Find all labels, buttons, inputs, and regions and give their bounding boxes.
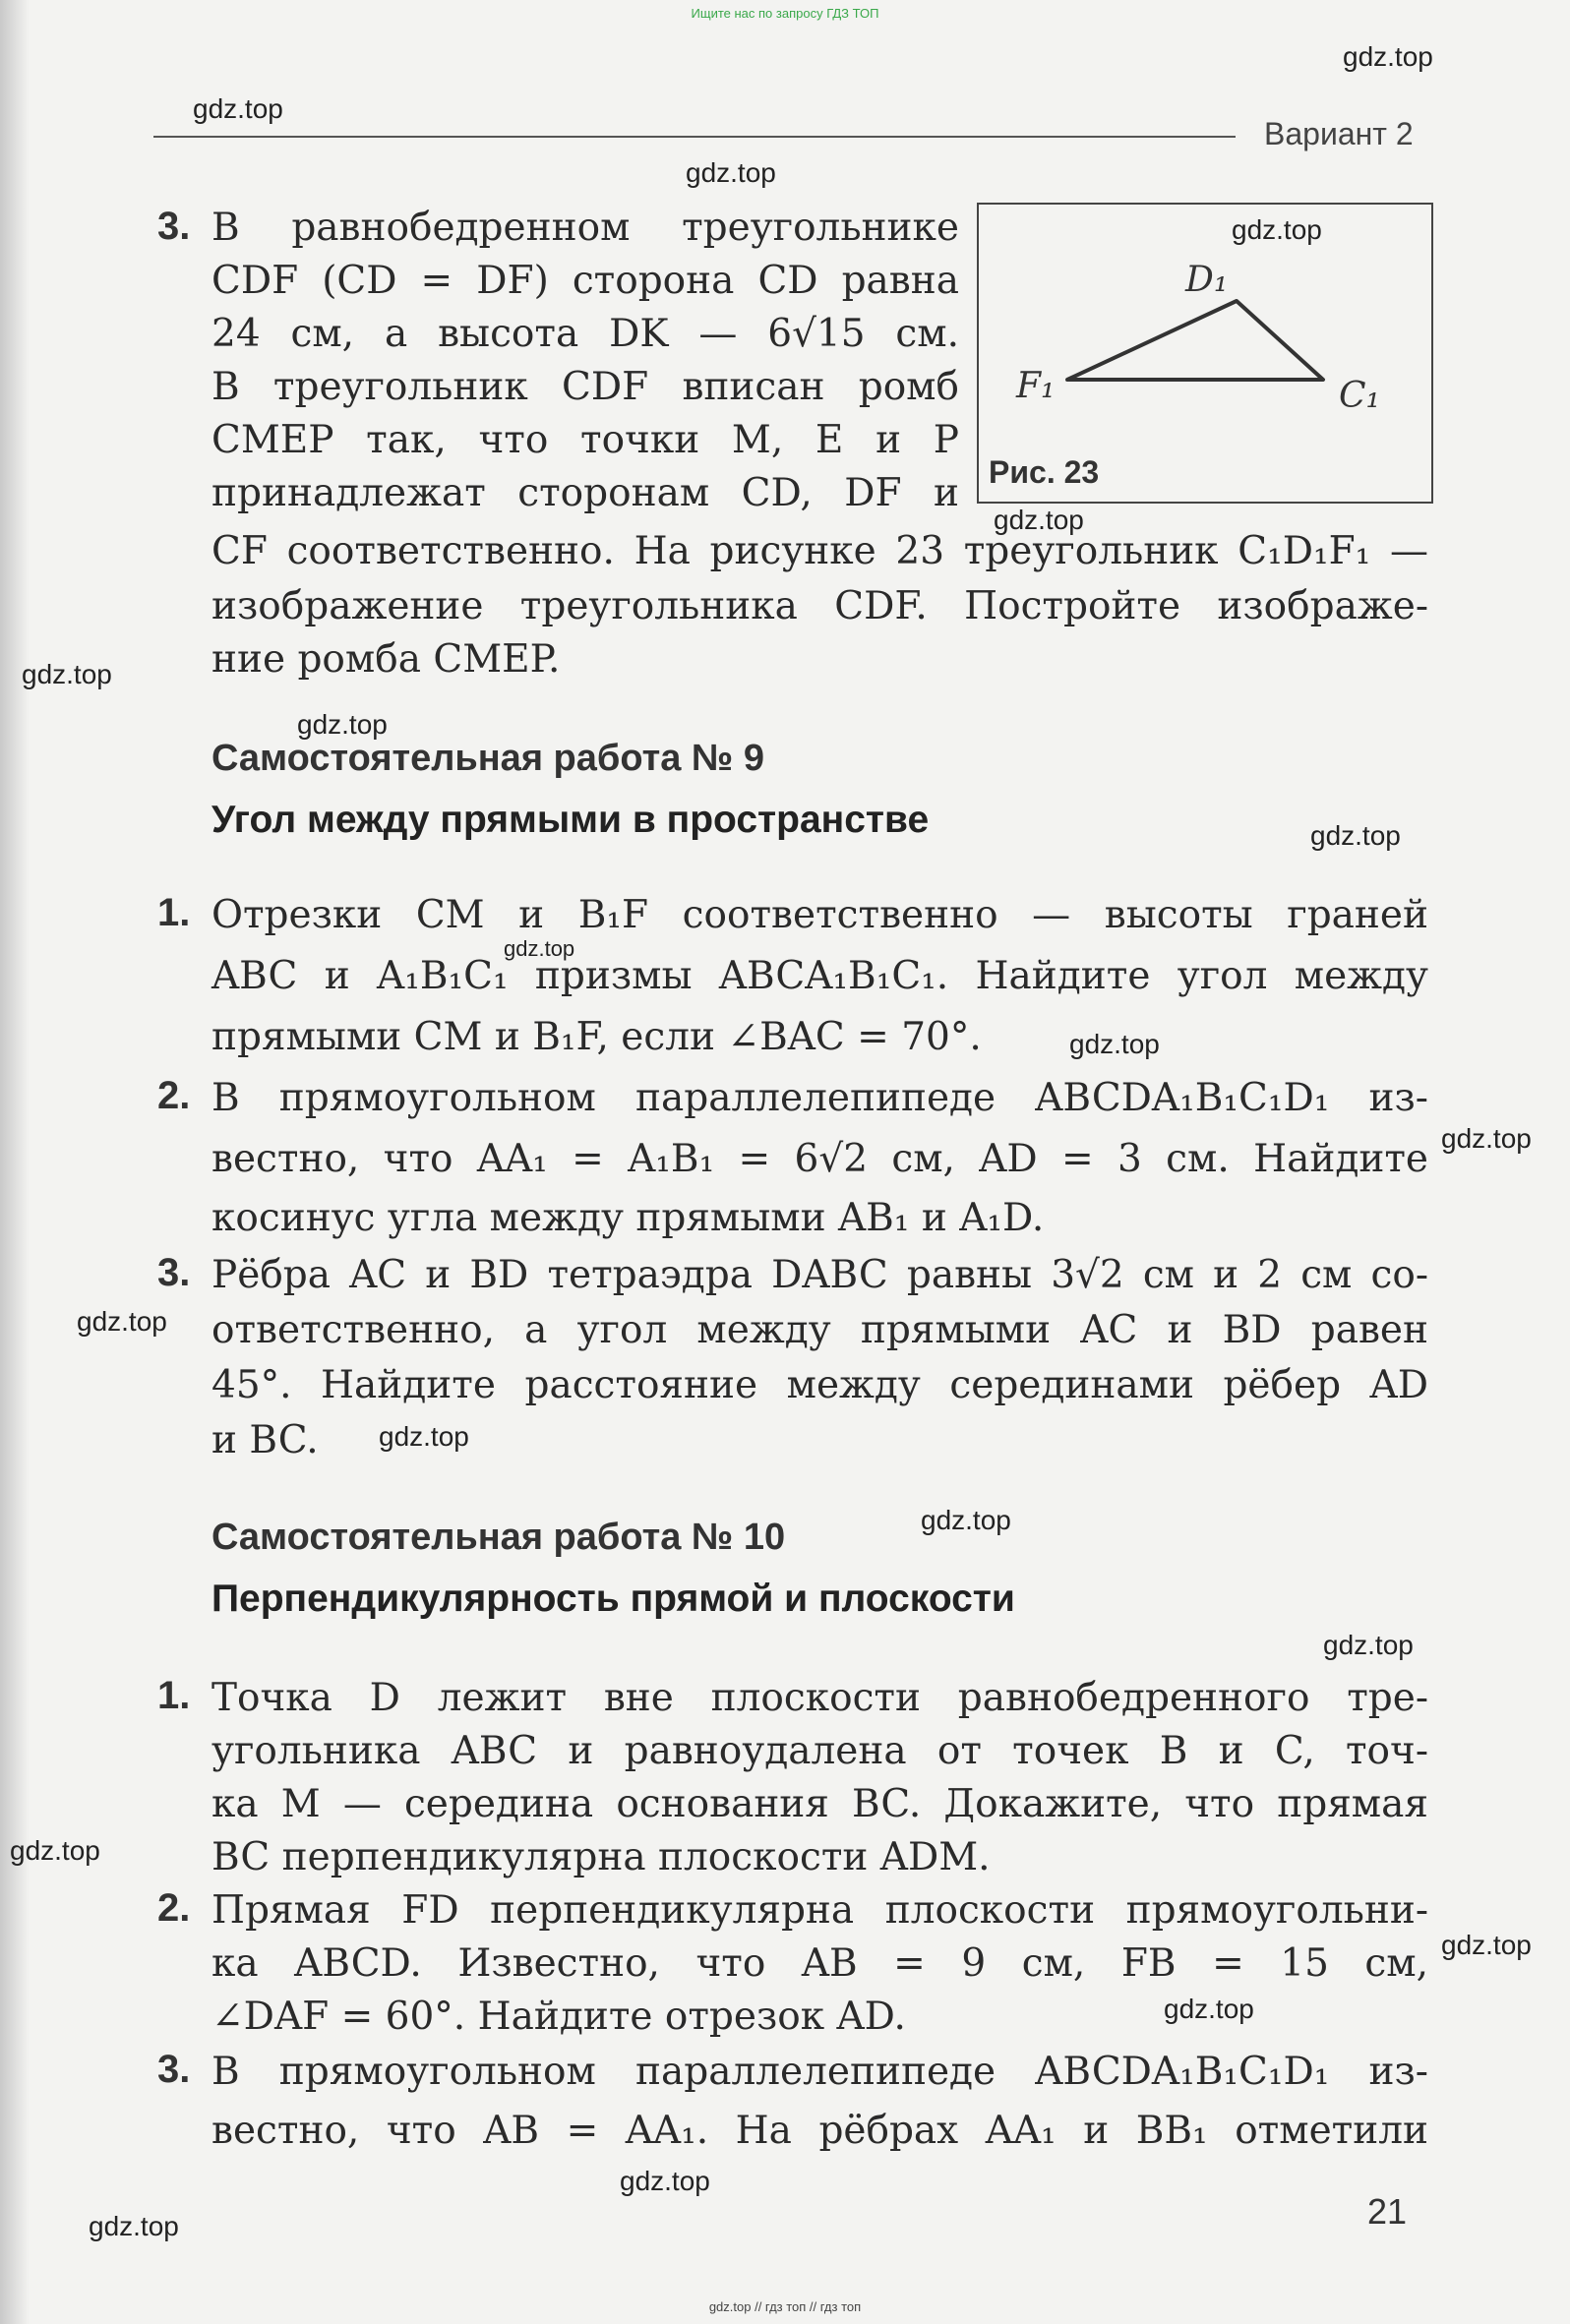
problem-line: ABC и A₁B₁C₁ призмы ABCA₁B₁C₁. Найдите угол между [211, 954, 1428, 998]
problem-line: CF соответственно. На рисунке 23 треугольник C₁D₁F₁ — [211, 529, 1428, 573]
watermark: gdz.top [193, 93, 283, 124]
problem-line: В равнобедренном треугольнике [211, 206, 959, 250]
problem-line: ответственно, а угол между прямыми AC и BD равен [211, 1308, 1428, 1352]
figure-caption: Рис. 23 [989, 454, 1100, 490]
problem-line: CDF (CD = DF) сторона CD равна [211, 259, 959, 303]
problem-line: В прямоугольном параллелепипеде ABCDA₁B₁C₁D₁ из- [211, 2050, 1428, 2094]
watermark: gdz.top [921, 1505, 1011, 1535]
problem-number: 3. [157, 205, 191, 248]
section-9-title: Самостоятельная работа № 9 [211, 738, 764, 779]
watermark: gdz.top [89, 2211, 179, 2241]
watermark: gdz.top [77, 1306, 167, 1337]
watermark: gdz.top [504, 936, 575, 961]
vertex-c1-label: C₁ [1339, 376, 1380, 416]
problem-line: принадлежат сторонам CD, DF и [211, 471, 959, 515]
watermark: gdz.top [1441, 1930, 1532, 1960]
watermark: gdz.top [10, 1835, 100, 1866]
problem-number: 3. [157, 1251, 191, 1294]
problem-line: угольника ABC и равноудалена от точек B и C, точ- [211, 1729, 1428, 1773]
watermark: gdz.top [620, 2166, 710, 2196]
problem-line: Прямая FD перпендикулярна плоскости прямоугольни- [211, 1888, 1428, 1933]
problem-line: и BC. [211, 1418, 319, 1462]
watermark: gdz.top [994, 505, 1084, 535]
figure-23 [977, 203, 1433, 504]
problem-line: BC перпендикулярна плоскости ADM. [211, 1835, 991, 1879]
watermark: gdz.top [1323, 1630, 1414, 1660]
watermark: gdz.top [1232, 214, 1322, 245]
section-10-title: Самостоятельная работа № 10 [211, 1517, 786, 1558]
problem-line: 24 см, а высота DK — 6√15 см. [211, 312, 959, 356]
variant-label: Вариант 2 [1264, 116, 1414, 151]
problem-line: изображение треугольника CDF. Постройте изображе- [211, 584, 1428, 628]
page-edge-shadow [0, 0, 30, 2324]
watermark: gdz.top [1164, 1994, 1254, 2024]
problem-number: 3. [157, 2048, 191, 2091]
page-number: 21 [1367, 2191, 1408, 2232]
top-promo-note: Ищите нас по запросу ГДЗ ТОП [691, 6, 879, 21]
problem-line: В прямоугольном параллелепипеде ABCDA₁B₁C₁D₁ из- [211, 1076, 1428, 1120]
problem-line: ∠DAF = 60°. Найдите отрезок AD. [211, 1995, 906, 2039]
header-rule [153, 136, 1236, 138]
problem-line: 45°. Найдите расстояние между серединами рёбер AD [211, 1363, 1428, 1407]
vertex-d1-label: D₁ [1185, 260, 1229, 300]
problem-line: Отрезки CM и B₁F соответственно — высоты граней [211, 893, 1428, 937]
problem-line: Рёбра AC и BD тетраэдра DABC равны 3√2 см и 2 см со- [211, 1253, 1428, 1297]
section-10-subtitle: Перпендикулярность прямой и плоскости [211, 1578, 1015, 1620]
problem-number: 1. [157, 1674, 191, 1717]
bottom-site-note: gdz.top // гдз топ // гдз топ [708, 2299, 862, 2314]
problem-line: вестно, что AA₁ = A₁B₁ = 6√2 см, AD = 3 см. Найдите [211, 1137, 1428, 1181]
watermark: gdz.top [379, 1421, 469, 1452]
problem-number: 2. [157, 1074, 191, 1117]
problem-number: 1. [157, 891, 191, 934]
problem-line: ка M — середина основания BC. Докажите, что прямая [211, 1782, 1428, 1826]
problem-line: Точка D лежит вне плоскости равнобедренного тре- [211, 1676, 1428, 1720]
watermark: gdz.top [1343, 41, 1433, 72]
vertex-f1-label: F₁ [1016, 366, 1056, 406]
problem-line: вестно, что AB = AA₁. На рёбрах AA₁ и BB₁ отметили [211, 2109, 1428, 2153]
watermark: gdz.top [1441, 1123, 1532, 1154]
watermark: gdz.top [22, 659, 112, 689]
watermark: gdz.top [1069, 1029, 1160, 1059]
watermark: gdz.top [1310, 820, 1401, 851]
problem-line: ние ромба CMEP. [211, 637, 561, 682]
problem-line: косинус угла между прямыми AB₁ и A₁D. [211, 1196, 1045, 1240]
triangle-c1d1f1 [1067, 301, 1323, 380]
section-9-subtitle: Угол между прямыми в пространстве [211, 799, 930, 841]
problem-line: CMEP так, что точки M, E и P [211, 418, 959, 462]
problem-line: В треугольник CDF вписан ромб [211, 365, 959, 409]
watermark: gdz.top [686, 157, 776, 188]
watermark: gdz.top [297, 709, 388, 740]
problem-line: ка ABCD. Известно, что AB = 9 см, FB = 15 см, [211, 1941, 1428, 1986]
problem-line: прямыми CM и B₁F, если ∠BAC = 70°. [211, 1015, 982, 1059]
problem-number: 2. [157, 1886, 191, 1930]
